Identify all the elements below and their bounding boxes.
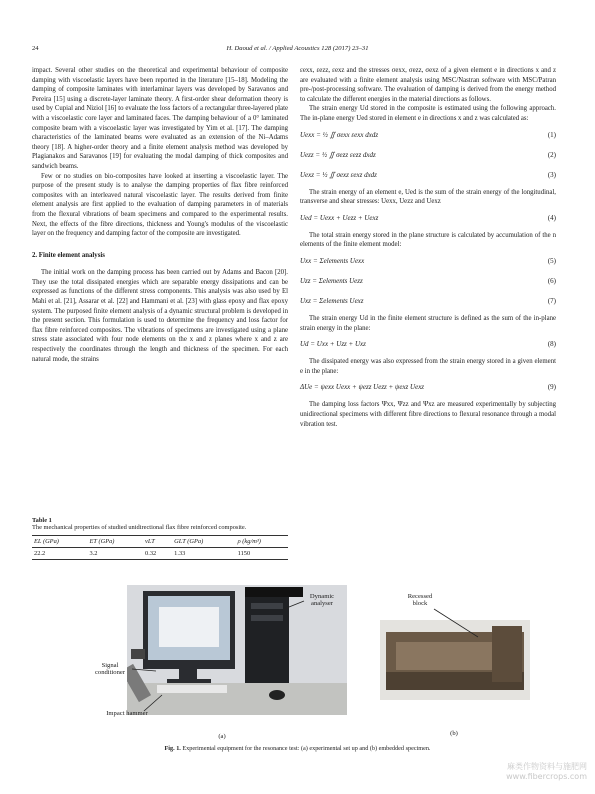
label-dynamic-analyser: Dynamic analyser xyxy=(309,593,335,607)
figure-1 xyxy=(32,585,563,750)
paragraph: Few or no studies on bio-composites have looked at inserting a viscoelastic layer. The purpose of the present study is to analyse the damping properties of flax fibre reinforced composites with an interleaved natural viscoelastic layer. The results derived from finite element analysis are first applied to the evaluation of damping parameters in of materials from the flexural vibrations of beam specimens and compared to the experimental results. Next, the effects of the fibre directions, thickness and Young's modulus of the viscoelastic layer on the frequency and damping factor of the composite are investigated. xyxy=(32,172,288,238)
equation-number: (5) xyxy=(547,256,556,265)
paragraph: The damping loss factors Ψxx, Ψzz and Ψxz are measured experimentally by subjecting unidirectional specimens with different fibre directions to flexural resonance through a modal vibration test. xyxy=(300,401,556,428)
watermark xyxy=(506,762,587,782)
section-title: 2. Finite element analysis xyxy=(32,251,105,259)
equation-body: Uxx = Σelements Uexx xyxy=(300,256,365,265)
table-cell: 0.32 xyxy=(143,548,172,560)
equation-3 xyxy=(300,168,556,184)
equation-5 xyxy=(300,254,556,270)
equation-body: ΔUe = ψexx Uexx + ψezz Uezz + ψexz Uexz xyxy=(300,383,425,392)
equation-number: (2) xyxy=(547,150,556,159)
table-header: EL (GPa) xyxy=(32,536,88,548)
paragraph: The initial work on the damping process has been carried out by Adams and Bacon [20]. They use the total dissipated energies which are separable energy dissipations and can be expressed as functions of the different stress components. This analysis was also used by El Mahi et al. [21], Assarar et al. [22] and Hammani et al. [23] with glass epoxy and flax epoxy system. The purposed finite element analysis of a dynamic structural problem is developed in the present section. This formulation is used to determine the frequency and loss factor for flax fibre reinforced composites. The vibrations of specimens are investigated using a plane stress state associated with four node elements on the x and z planes where x and z are respectively the coordinates through the length and thickness of the specimen. For each natural mode, the strains xyxy=(32,269,288,363)
journal-citation: H. Daoud et al. / Applied Acoustics 128 (2017) 23–31 xyxy=(226,45,369,52)
table-header: ρ (kg/m³) xyxy=(236,536,288,548)
equation-7 xyxy=(300,294,556,310)
table-number: Table 1 xyxy=(32,517,52,524)
equation-4 xyxy=(300,211,556,227)
page-number: 24 xyxy=(32,45,39,52)
equation-1 xyxy=(300,128,556,144)
equation-body: Uexx = ½ ∬ σexx εexx dxdz xyxy=(300,130,379,139)
right-column xyxy=(300,66,556,429)
equation-9 xyxy=(300,380,556,396)
leader-line xyxy=(282,599,306,611)
paragraph: impact. Several other studies on the theoretical and experimental behaviour of composite damping with viscoelastic layers have been reported in the literature [15–18]. Modeling the damping of composite laminates with interlaminar layers was developed by Saravanos and Pereira [15] using a discrete-layer laminate theory. A first-order shear deformation theory is used by Cupial and Niziol [16] to evaluate the loss factors of a rectangular three-layered plate with a viscoelastic core layer and laminated faces. The damping behaviour of a 0° laminated composite beam with a viscoelastic layer was investigated by Yim et al. [17]. The damping characteristics of the laminated beams were evaluated as an extension of the Ni–Adams theory [18]. A higher-order theory and a finite element analysis method was developed by Plagianakos and Saravanos [19] for evaluating the modal damping of thick composites and sandwich beams. xyxy=(32,67,288,170)
properties-table xyxy=(32,535,288,560)
equation-number: (4) xyxy=(547,213,556,222)
label-signal-conditioner: Signal conditioner xyxy=(94,662,126,676)
paragraph: The total strain energy stored in the plane structure is calculated by accumulation of the n elements of the finite element model: xyxy=(300,231,556,249)
table-cell: 22.2 xyxy=(32,548,88,560)
table-header: νLT xyxy=(143,536,172,548)
equation-number: (1) xyxy=(547,130,556,139)
equation-body: Uxz = Σelements Uexz xyxy=(300,296,364,305)
equation-body: Uexz = ½ ∬ σexz εexz dxdz xyxy=(300,170,377,179)
equation-number: (7) xyxy=(547,296,556,305)
equation-number: (3) xyxy=(547,170,556,179)
table-caption: The mechanical properties of studied unidirectional flax fibre reinforced composite. xyxy=(32,524,247,531)
paragraph: The strain energy Ud stored in the composite is estimated using the following approach. The in-plane energy Ued stored in element e in directions x and z was calculated as: xyxy=(300,105,556,122)
table-row xyxy=(32,548,288,560)
left-column xyxy=(32,66,288,364)
panel-label-b: (b) xyxy=(450,730,458,737)
equation-2 xyxy=(300,148,556,164)
equation-8 xyxy=(300,337,556,353)
equation-number: (6) xyxy=(547,276,556,285)
equation-number: (9) xyxy=(547,383,556,392)
watermark-line: 麻类作物资料与施肥网 xyxy=(507,762,587,771)
figure-caption-label: Fig. 1. xyxy=(164,745,181,752)
table-header: ET (GPa) xyxy=(88,536,144,548)
paragraph: The strain energy of an element e, Ued is the sum of the strain energy of the longitudinal, transverse and shear stresses: Uexx, Uezz and Uexz xyxy=(300,188,556,206)
equation-number: (8) xyxy=(547,340,556,349)
panel-label-a: (a) xyxy=(218,733,226,740)
label-recessed-block: Recessed block xyxy=(407,593,433,607)
leader-line xyxy=(142,693,166,713)
leader-line xyxy=(432,607,482,639)
table-cell: 3.2 xyxy=(88,548,144,560)
equation-body: Uzz = Σelements Uezz xyxy=(300,276,363,285)
table-cell: 1150 xyxy=(236,548,288,560)
running-header xyxy=(32,45,563,57)
equation-body: Ud = Uxx + Uzz + Uxz xyxy=(300,340,366,349)
table-1 xyxy=(32,517,288,560)
paragraph: The dissipated energy was also expressed from the strain energy stored in a given element e in the plane: xyxy=(300,358,556,375)
leader-line xyxy=(130,665,158,675)
table-header: GLT (GPa) xyxy=(172,536,235,548)
paragraph: The strain energy Ud in the finite element structure is defined as the sum of the in-plane strain energy in the plane: xyxy=(300,314,556,332)
figure-caption xyxy=(32,745,563,752)
paragraph: εexx, εezz, εexz and the stresses σexx, σezz, σexz of a given element e in directions x and z are evaluated with a finite element analysis using MSC/Nastran software with MSC/Patran pre-/post-processing software. The evaluation of damping is derived from the energy method to calculate the different energies in the material directions as follows. xyxy=(300,67,556,103)
equation-body: Uezz = ½ ∬ σezz εezz dxdz xyxy=(300,150,376,159)
watermark-line: www.fibercrops.com xyxy=(506,772,587,781)
table-cell: 1.33 xyxy=(172,548,235,560)
label-impact-hammer: Impact hammer xyxy=(106,710,148,717)
equation-6 xyxy=(300,274,556,290)
figure-caption-text: Experimental equipment for the resonance test: (a) experimental set up and (b) embedded specimen. xyxy=(182,745,431,752)
equation-body: Ued = Uexx + Uezz + Uexz xyxy=(300,213,379,222)
